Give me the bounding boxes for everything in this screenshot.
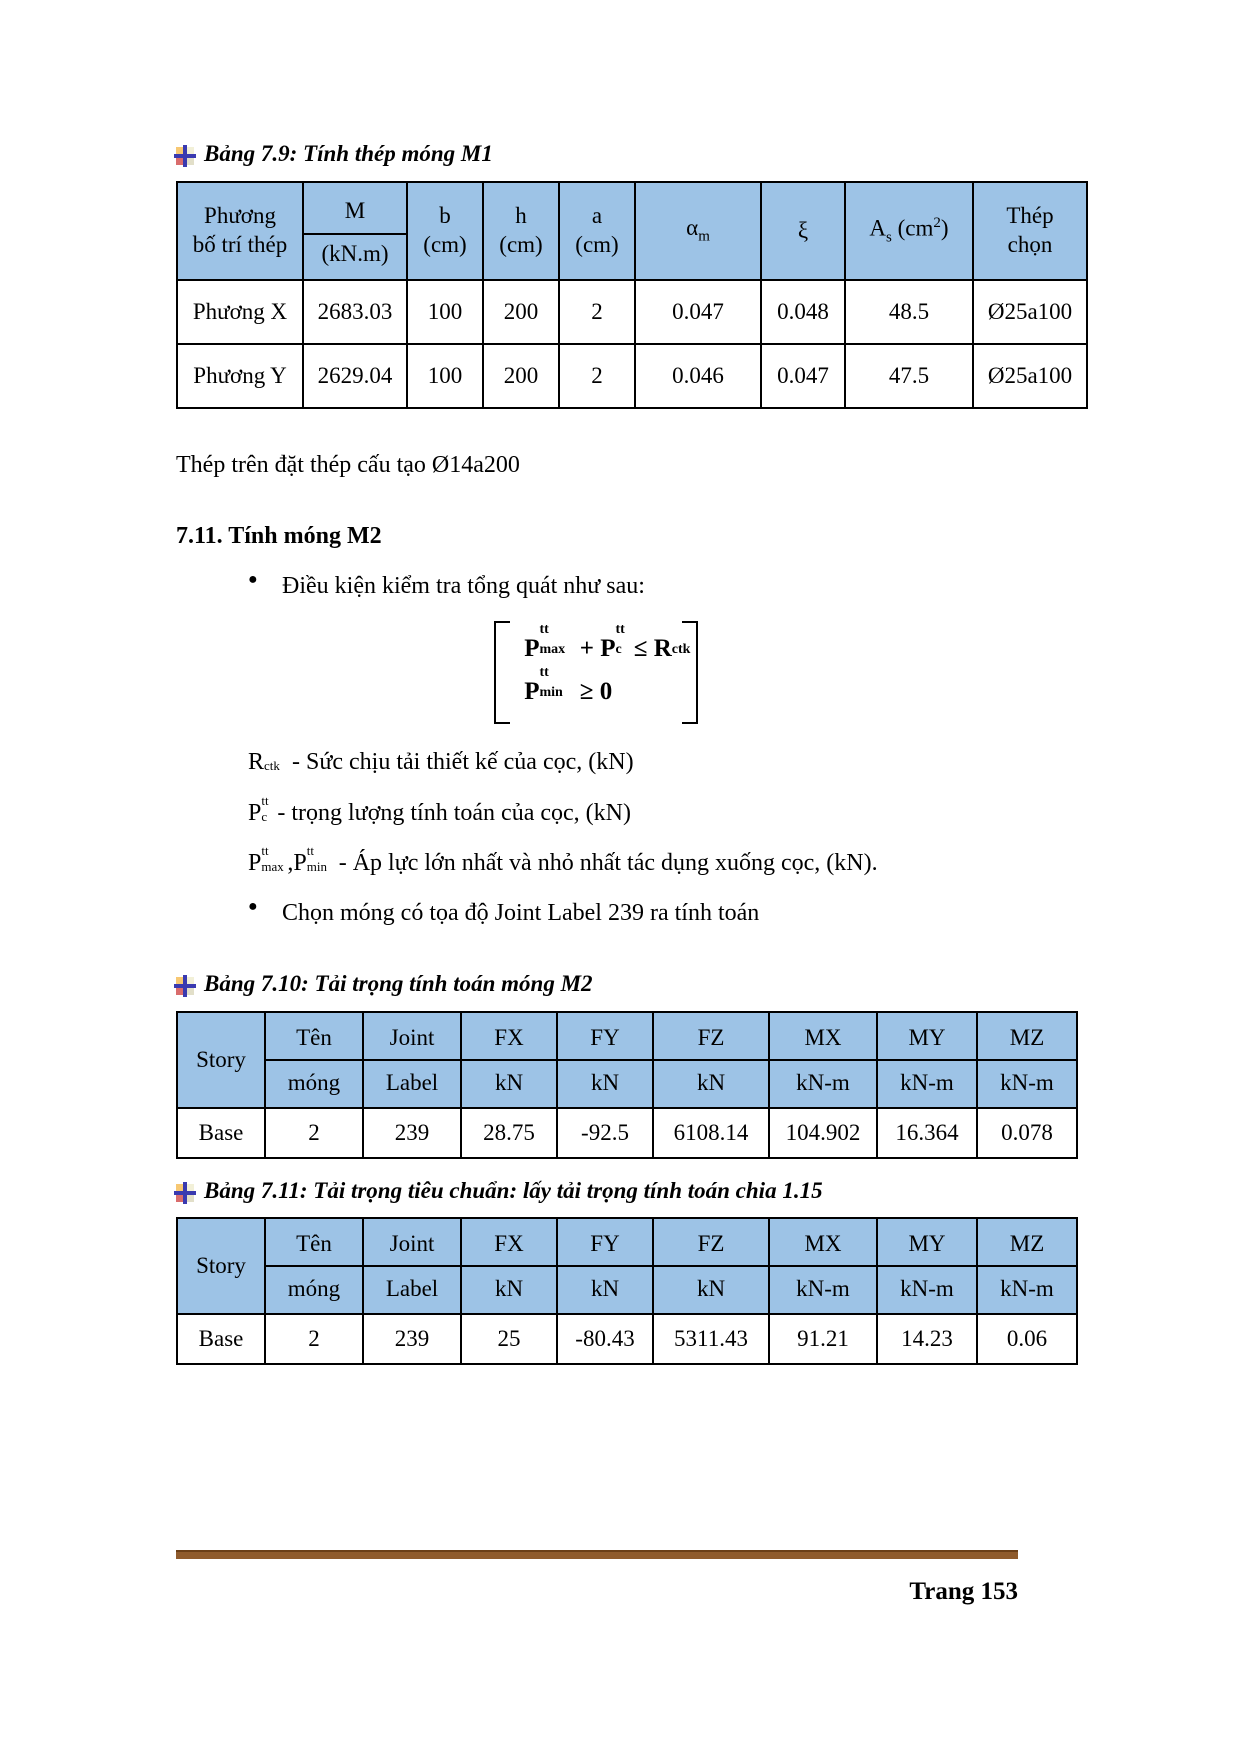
header-as-symbol: A (869, 215, 887, 241)
header-ten-mong (265, 1012, 363, 1108)
var-p-min (293, 843, 327, 879)
header-my-unit: kN-m (900, 1069, 954, 1095)
cell-my: 16.364 (877, 1108, 977, 1158)
formula-p-min (524, 665, 563, 714)
var-symbol: P (248, 799, 262, 826)
header-xi (761, 182, 845, 280)
cell-b: 100 (407, 280, 483, 344)
header-thep-line-2: chọn (1007, 231, 1053, 257)
header-fy-label: FY (558, 1016, 652, 1061)
header-line-1: Phương (204, 203, 276, 228)
var-subscript: c (261, 808, 268, 824)
table-bang-7-11 (176, 1217, 1078, 1365)
cell-joint-label: 239 (363, 1108, 461, 1158)
formula-system (494, 621, 698, 721)
footer-divider (176, 1550, 1018, 1559)
header-alpha-symbol: α (686, 215, 699, 241)
bullet-item-dieu-kien: ● Điều kiện kiểm tra tổng quát như sau: (176, 570, 1016, 602)
cell-b: 100 (407, 344, 483, 408)
cell-h: 200 (483, 344, 559, 408)
r-symbol: R (653, 634, 672, 662)
cell-moment: 2629.04 (303, 344, 407, 408)
header-fz-label: FZ (654, 1222, 768, 1267)
p-subscript: max (539, 641, 566, 657)
definition-r-ctk (176, 746, 1016, 778)
header-story: Story (177, 1218, 265, 1314)
definition-p-max-min (176, 843, 1016, 879)
formula-relation: ≤ (633, 634, 648, 662)
header-fz-unit: kN (696, 1069, 726, 1095)
cell-fz: 5311.43 (653, 1314, 769, 1364)
header-thep-line-1: Thép (1006, 203, 1054, 228)
header-mx-unit: kN-m (796, 1276, 850, 1302)
cell-h: 200 (483, 280, 559, 344)
formula-relation-2: ≥ 0 (579, 678, 613, 706)
cell-moment: 2683.03 (303, 280, 407, 344)
caption-text: Bảng 7.11: Tải trọng tiêu chuẩn: lấy tải trọng tính toán chia 1.15 (204, 1177, 823, 1203)
header-alpha-m (635, 182, 761, 280)
bullet-list-conditions (176, 570, 1016, 602)
header-fx-label: FX (462, 1016, 556, 1061)
cell-thep-chon: Ø25a100 (973, 344, 1087, 408)
header-mz (977, 1218, 1077, 1314)
header-fy-unit: kN (590, 1276, 620, 1302)
header-a-unit: (cm) (575, 231, 619, 257)
definition-text: - Áp lực lớn nhất và nhỏ nhất tác dụng xuống cọc, (kN). (332, 850, 878, 876)
header-alpha-subscript: m (698, 229, 710, 246)
cell-fy: -80.43 (557, 1314, 653, 1364)
cell-mx: 91.21 (769, 1314, 877, 1364)
header-fx-unit: kN (494, 1276, 524, 1302)
header-fy (557, 1012, 653, 1108)
cell-fz: 6108.14 (653, 1108, 769, 1158)
header-a (559, 182, 635, 280)
formula-p-max (524, 621, 566, 671)
var-superscript: tt (261, 843, 269, 858)
header-line-2: bố trí thép (192, 231, 288, 257)
formula-line-1 (524, 621, 691, 671)
var-superscript: tt (261, 792, 269, 808)
cell-a: 2 (559, 344, 635, 408)
p-symbol: P (524, 678, 540, 706)
cell-as: 47.5 (845, 344, 973, 408)
formula-line-2 (524, 665, 672, 714)
header-as-unit: (cm (897, 215, 934, 241)
header-as-unit-exponent: 2 (933, 215, 941, 232)
header-as-subscript: s (886, 229, 892, 246)
cell-a: 2 (559, 280, 635, 344)
header-mz-unit: kN-m (1000, 1276, 1054, 1302)
header-fx (461, 1218, 557, 1314)
p-symbol: P (524, 634, 540, 662)
header-mx-label: MX (770, 1222, 876, 1267)
header-fx-unit: kN (494, 1069, 524, 1095)
header-fx (461, 1012, 557, 1108)
cell-alpha-m: 0.047 (635, 280, 761, 344)
p-superscript: tt (539, 621, 549, 637)
cell-alpha-m: 0.046 (635, 344, 761, 408)
header-mz-unit: kN-m (1000, 1069, 1054, 1095)
header-moment-symbol: M (304, 188, 406, 235)
table-header-row (177, 182, 1087, 280)
cell-mz: 0.078 (977, 1108, 1077, 1158)
cell-xi: 0.048 (761, 280, 845, 344)
cell-mx: 104.902 (769, 1108, 877, 1158)
table-header-row (177, 1218, 1077, 1314)
table-row (177, 1108, 1077, 1158)
flower-bullet-icon (176, 977, 194, 995)
header-mx-unit: kN-m (796, 1069, 850, 1095)
header-my (877, 1218, 977, 1314)
definition-comma: , (287, 850, 294, 876)
flower-bullet-icon (176, 147, 194, 165)
header-moment-unit: (kN.m) (321, 240, 389, 266)
cell-story: Base (177, 1108, 265, 1158)
var-p-max (248, 843, 284, 879)
header-mz (977, 1012, 1077, 1108)
cell-xi: 0.047 (761, 344, 845, 408)
cell-fy: -92.5 (557, 1108, 653, 1158)
definition-text: - trọng lượng tính toán của cọc, (kN) (271, 799, 631, 826)
var-symbol: R (248, 749, 265, 776)
header-joint-label (363, 1012, 461, 1108)
header-fz-label: FZ (654, 1016, 768, 1061)
page-number: Trang 153 (909, 1578, 1018, 1605)
cell-story: Base (177, 1314, 265, 1364)
header-ten-mong (265, 1218, 363, 1314)
var-symbol: P (293, 850, 307, 876)
header-mx (769, 1012, 877, 1108)
header-b (407, 182, 483, 280)
header-my-unit: kN-m (900, 1276, 954, 1302)
formula-plus: + (579, 634, 594, 662)
table-bang-7-9 (176, 181, 1088, 409)
caption-bang-7-11 (176, 1177, 1016, 1206)
cell-my: 14.23 (877, 1314, 977, 1364)
p-subscript: c (615, 641, 622, 657)
header-mz-label: MZ (978, 1016, 1076, 1061)
header-fy-label: FY (558, 1222, 652, 1267)
header-my-label: MY (878, 1016, 976, 1061)
section-heading-7-11: 7.11. Tính móng M2 (176, 523, 382, 550)
var-r-ctk (248, 746, 280, 778)
definition-p-c (176, 792, 1016, 829)
header-joint: Joint (364, 1016, 460, 1061)
note-thep-tren: Thép trên đặt thép cấu tạo Ø14a200 (176, 451, 520, 478)
header-fx-label: FX (462, 1222, 556, 1267)
header-mx (769, 1218, 877, 1314)
cell-phuong: Phương Y (177, 344, 303, 408)
header-phuong-bo-tri-thep (177, 182, 303, 280)
header-my (877, 1012, 977, 1108)
header-joint-label (363, 1218, 461, 1314)
cell-ten-mong: 2 (265, 1108, 363, 1158)
caption-text: Bảng 7.10: Tải trọng tính toán móng M2 (204, 970, 593, 996)
header-thep-chon (973, 182, 1087, 280)
header-story: Story (177, 1012, 265, 1108)
header-mong: móng (287, 1276, 341, 1302)
header-mx-label: MX (770, 1016, 876, 1061)
header-fy (557, 1218, 653, 1314)
cell-joint-label: 239 (363, 1314, 461, 1364)
cell-phuong: Phương X (177, 280, 303, 344)
header-ten: Tên (266, 1016, 362, 1061)
header-fz (653, 1012, 769, 1108)
page-content (176, 140, 1073, 1365)
header-as (845, 182, 973, 280)
formula-p-c (600, 621, 625, 671)
formula-block (176, 621, 1016, 721)
header-ten: Tên (266, 1222, 362, 1267)
header-h (483, 182, 559, 280)
table-header-row (177, 1012, 1077, 1108)
header-mong: móng (287, 1069, 341, 1095)
header-b-symbol: b (439, 203, 451, 228)
formula-r-ctk (653, 627, 691, 671)
bracket-right-icon (682, 621, 698, 725)
header-joint: Joint (364, 1222, 460, 1267)
flower-bullet-icon (176, 1184, 194, 1202)
table-row (177, 280, 1087, 344)
header-as-unit-close: ) (940, 215, 949, 241)
var-symbol: P (248, 850, 262, 876)
header-h-symbol: h (515, 203, 527, 228)
bracket-left-icon (494, 621, 510, 725)
table-row (177, 1314, 1077, 1364)
bullet-list-chon-mong (176, 897, 1016, 929)
header-my-label: MY (878, 1222, 976, 1267)
var-subscript: ctk (264, 758, 280, 774)
r-subscript: ctk (671, 641, 691, 657)
caption-bang-7-10 (176, 970, 1016, 999)
var-p-c (248, 792, 269, 829)
header-xi-symbol: ξ (797, 217, 809, 243)
cell-fx: 25 (461, 1314, 557, 1364)
header-fz-unit: kN (696, 1276, 726, 1302)
cell-mz: 0.06 (977, 1314, 1077, 1364)
caption-text: Bảng 7.9: Tính thép móng M1 (204, 141, 493, 166)
header-label: Label (385, 1276, 439, 1302)
caption-bang-7-9 (176, 140, 1016, 169)
table-bang-7-10 (176, 1011, 1078, 1159)
table-row (177, 344, 1087, 408)
header-fz (653, 1218, 769, 1314)
header-fy-unit: kN (590, 1069, 620, 1095)
header-moment (303, 182, 407, 280)
bullet-item-chon-mong: ● Chọn móng có tọa độ Joint Label 239 ra tính toán (176, 897, 1016, 929)
definition-text: - Sức chịu tải thiết kế của cọc, (kN) (286, 749, 634, 776)
var-subscript: max (261, 859, 284, 874)
p-symbol: P (600, 634, 616, 662)
cell-thep-chon: Ø25a100 (973, 280, 1087, 344)
cell-as: 48.5 (845, 280, 973, 344)
p-superscript: tt (539, 665, 549, 681)
var-superscript: tt (306, 843, 314, 858)
header-label: Label (385, 1069, 439, 1095)
header-a-symbol: a (591, 203, 603, 228)
cell-ten-mong: 2 (265, 1314, 363, 1364)
p-subscript: min (539, 685, 563, 701)
cell-fx: 28.75 (461, 1108, 557, 1158)
p-superscript: tt (615, 621, 625, 637)
header-b-unit: (cm) (423, 231, 467, 257)
var-subscript: min (306, 859, 327, 874)
header-mz-label: MZ (978, 1222, 1076, 1267)
header-h-unit: (cm) (499, 231, 543, 257)
